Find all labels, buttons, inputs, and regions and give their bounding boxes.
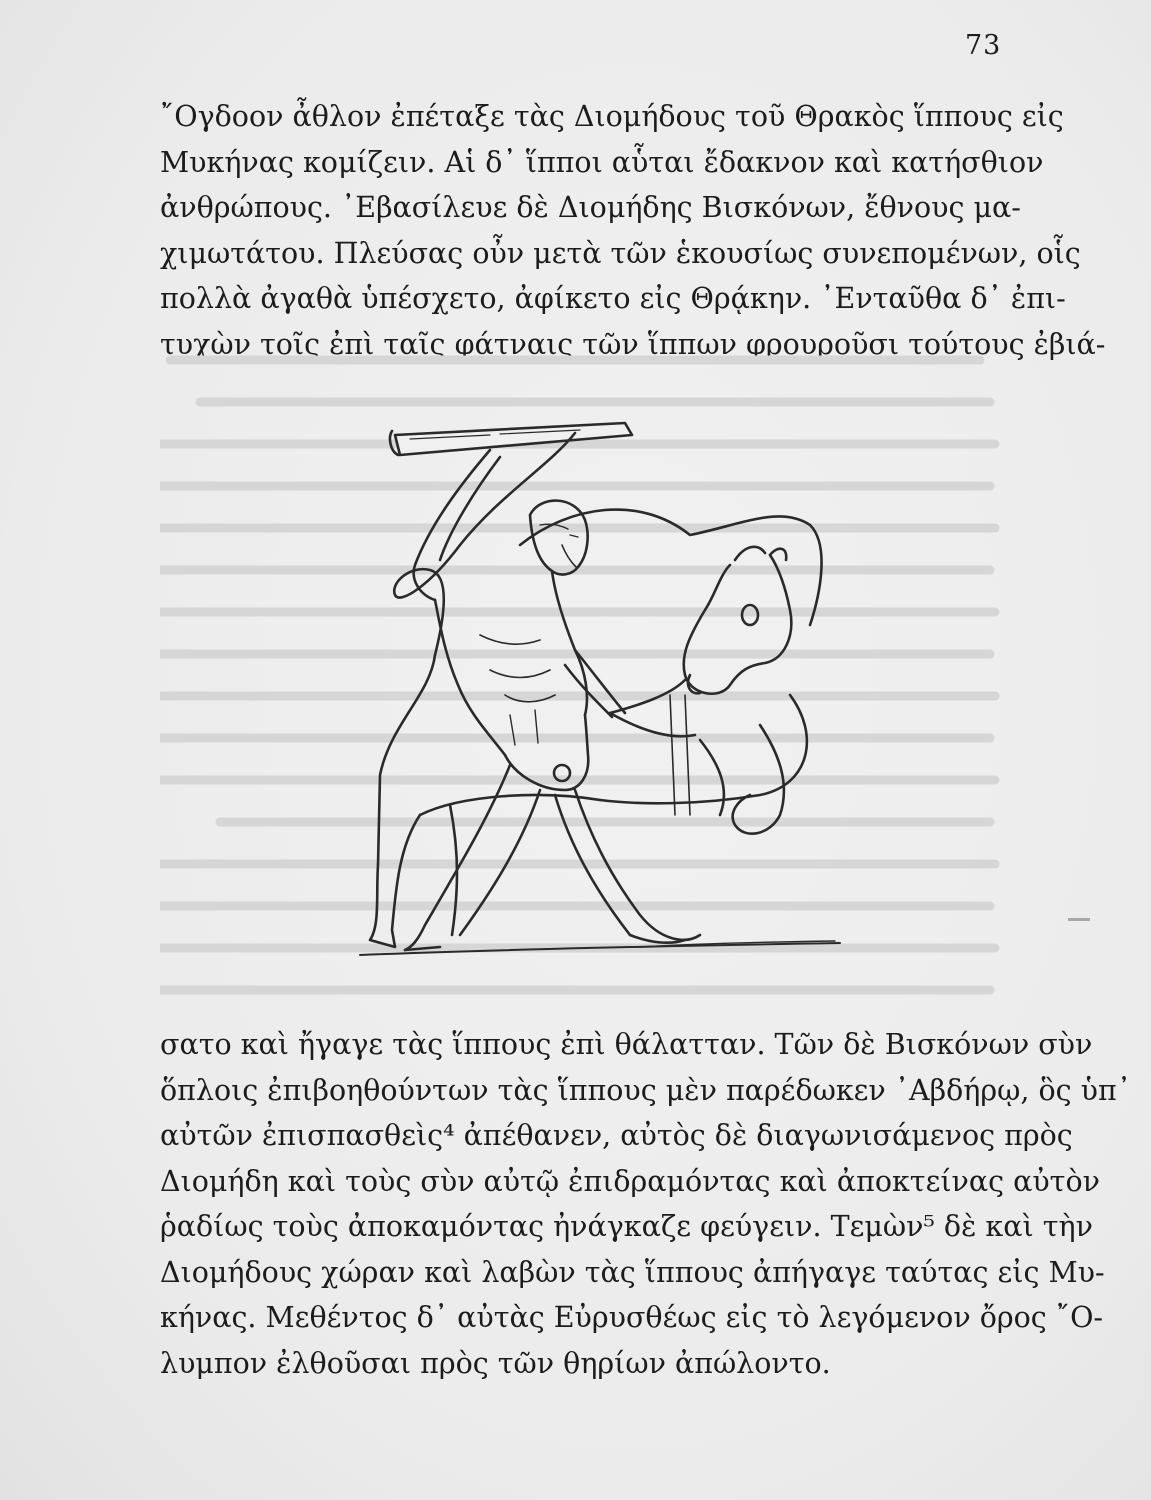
text-line: πολλὰ ἀγαθὰ ὑπέσχετο, ἀφίκετο εἰς Θρᾴκην. ᾿Ενταῦθα δ᾽ ἐπι- [160, 282, 1066, 315]
text-line: Διομήδη καὶ τοὺς σὺν αὐτῷ ἐπιδραμόντας καὶ ἀποκτείνας αὐτὸν [160, 1164, 1100, 1198]
text-line: ἀνθρώπους. ᾿Εβασίλευε δὲ Διομήδης Βισκόνων, ἔθνους μα- [160, 191, 1021, 224]
text-line: τυχὼν τοῖς ἐπὶ ταῖς φάτναις τῶν ἵππων φρουροῦσι τούτους ἐβιά- [160, 327, 1106, 361]
text-line: κήνας. Μεθέντος δ᾽ αὐτὰς Εὐρυσθέως εἰς τὸ λεγόμενον ὄρος ῎Ο- [160, 1301, 1104, 1334]
text-line: λυμπον ἐλθοῦσαι πρὸς τῶν θηρίων ἀπώλοντο. [160, 1346, 831, 1380]
hero-with-club-and-mare-icon [340, 395, 870, 975]
page-number: 73 [965, 30, 1002, 61]
text-line: Μυκήνας κομίζειν. Αἱ δ᾽ ἵπποι αὗται ἔδακνον καὶ κατήσθιον [160, 145, 1044, 179]
text-line: ῥαδίως τοὺς ἀποκαμόντας ἠνάγκαζε φεύγειν. Τεμὼν⁵ δὲ καὶ τὴν [160, 1210, 1093, 1243]
text-line: ὅπλοις ἐπιβοηθούντων τὰς ἵππους μὲν παρέδωκεν ᾿Αβδήρῳ, ὃς ὑπ᾽ [160, 1073, 1131, 1107]
text-line: αὐτῶν ἐπισπασθεὶς⁴ ἀπέθανεν, αὐτὸς δὲ διαγωνισάμενος πρὸς [160, 1119, 1073, 1152]
margin-mark [1068, 918, 1090, 921]
text-line: χιμωτάτου. Πλεύσας οὖν μετὰ τῶν ἑκουσίως συνεπομένων, οἷς [160, 236, 1081, 270]
paragraph-top [160, 94, 1106, 367]
text-line: Διομήδους χώραν καὶ λαβὼν τὰς ἵππους ἀπήγαγε ταύτας εἰς Μυ- [160, 1255, 1105, 1289]
paragraph-bottom [160, 1022, 1131, 1386]
text-line: σατο καὶ ἤγαγε τὰς ἵππους ἐπὶ θάλατταν. Τῶν δὲ Βισκόνων σὺν [160, 1028, 1093, 1061]
text-line: ῎Ογδοον ἆθλον ἐπέταξε τὰς Διομήδους τοῦ Θρακὸς ἵππους εἰς [160, 100, 1064, 133]
